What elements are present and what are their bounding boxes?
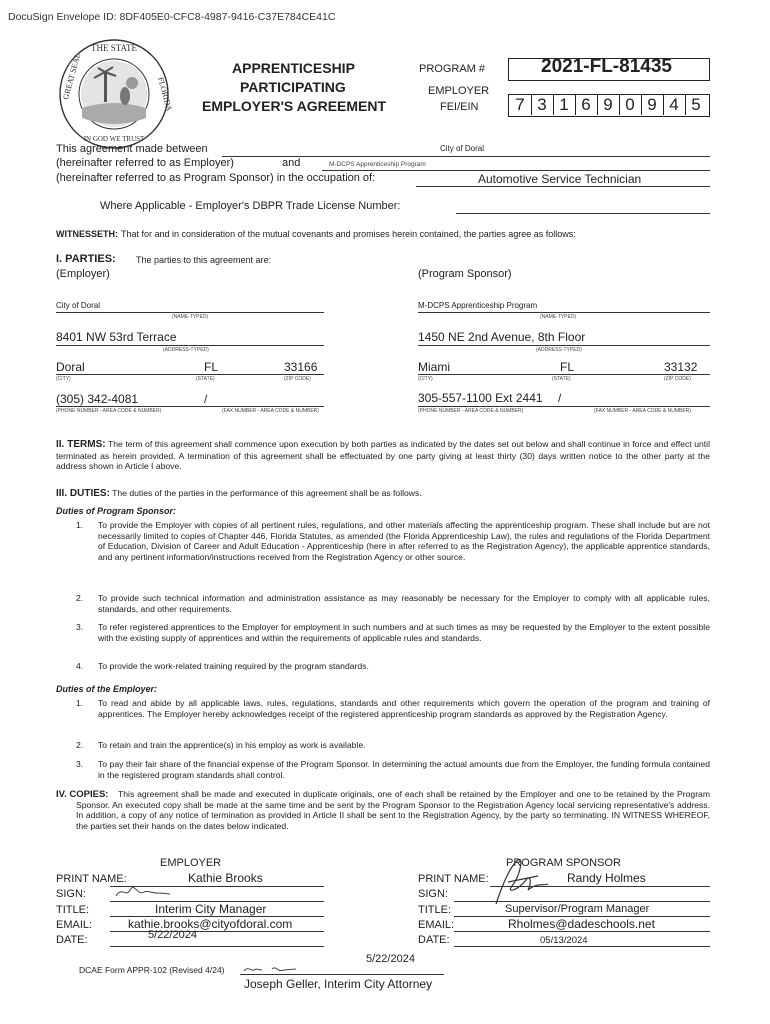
- attorney-line: [240, 974, 444, 975]
- employer-duty-number: 3.: [76, 759, 84, 769]
- intro-line-2a: (hereinafter referred to as Employer): [56, 157, 234, 169]
- sponsor-title: Supervisor/Program Manager: [505, 903, 650, 915]
- sponsor-city-line: [418, 374, 710, 375]
- sponsor-title-label: TITLE:: [418, 904, 452, 916]
- sponsor-name: M-DCPS Apprenticeship Program: [418, 301, 538, 310]
- employer-duty-number: 1.: [76, 698, 84, 708]
- caption-fax: (FAX NUMBER - AREA CODE & NUMBER): [594, 408, 691, 414]
- employer-name: City of Doral: [56, 301, 101, 310]
- employer-print-name: Kathie Brooks: [188, 871, 263, 885]
- employer-zip: 33166: [284, 360, 318, 374]
- parties-sub: The parties to this agreement are:: [136, 255, 272, 265]
- sponsor-duty-number: 3.: [76, 622, 84, 632]
- employer-city: Doral: [56, 360, 85, 374]
- fein-digit: 0: [619, 95, 640, 115]
- fein-digit: 7: [515, 95, 525, 114]
- caption-address: (ADDRESS-TYPED): [536, 347, 582, 353]
- intro-sponsor-name: M-DCPS Apprenticeship Program: [329, 161, 426, 168]
- sponsor-city: Miami: [418, 360, 450, 374]
- duties-heading: III. DUTIES:: [56, 488, 110, 499]
- employer-city-line: [56, 374, 324, 375]
- title-line-1: APPRENTICESHIP: [232, 60, 355, 76]
- witnesseth-text: That for and in consideration of the mutual covenants and promises herein contained, the parties agree as follows:: [121, 229, 576, 239]
- intro-employer-name: City of Doral: [440, 144, 485, 153]
- intro-line-3: (hereinafter referred to as Program Sponsor) in the occupation of:: [56, 172, 376, 184]
- fein-digit: 9: [597, 95, 618, 115]
- employer-slash: /: [204, 392, 208, 406]
- terms-section: [56, 439, 710, 472]
- sponsor-duty-text: To provide the Employer with copies of all pertinent rules, regulations, and other materials affecting the apprenticeship program. These shall include but are not necessarily limited to copies of Chapter 446, Florida Statutes, as amended (the Florida Apprenticeship Law), the rules and regulations of the Florida Department of Education, Division of Career and Adult Education - Apprenticeship (here in after referred to as the Registration Agency), the applicable apprentice standards, and any pertinent information/instructions received from the Registration Agency or other source.: [98, 520, 710, 562]
- employer-duty-text: To retain and train the apprentice(s) in his employ as work is available.: [98, 740, 366, 750]
- svg-text:IN GOD WE TRUST: IN GOD WE TRUST: [83, 135, 145, 143]
- sponsor-print-name: Randy Holmes: [567, 871, 646, 885]
- caption-phone: (PHONE NUMBER - AREA CODE & NUMBER): [56, 408, 162, 414]
- caption-name: (NAME-TYPED): [172, 314, 209, 320]
- attorney-signature: [242, 962, 302, 974]
- attorney-date: 5/22/2024: [366, 953, 415, 965]
- program-number: 2021-FL-81435: [541, 56, 672, 77]
- program-label: PROGRAM #: [419, 63, 486, 75]
- caption-zip: (ZIP CODE): [664, 376, 691, 382]
- employer-label-paren: (Employer): [56, 268, 110, 280]
- sponsor-duty-number: 1.: [76, 520, 84, 530]
- parties-heading: I. PARTIES:: [56, 253, 116, 265]
- employer-email: kathie.brooks@cityofdoral.com: [128, 917, 293, 931]
- sponsor-sign-heading: PROGRAM SPONSOR: [506, 857, 621, 869]
- caption-address: (ADDRESS-TYPED): [163, 347, 209, 353]
- fein-digit: 3: [531, 95, 552, 115]
- sponsor-label-paren: (Program Sponsor): [418, 268, 512, 280]
- caption-state: (STATE): [552, 376, 571, 382]
- caption-fax: (FAX NUMBER - AREA CODE & NUMBER): [222, 408, 319, 414]
- employer-label: EMPLOYER: [428, 85, 490, 97]
- form-number: DCAE Form APPR-102 (Revised 4/24): [79, 965, 225, 975]
- sponsor-address: 1450 NE 2nd Avenue, 8th Floor: [418, 330, 586, 344]
- employer-address-line: [56, 345, 324, 346]
- caption-city: (CITY): [418, 376, 433, 382]
- employer-email-label: EMAIL:: [56, 919, 93, 931]
- sponsor-state: FL: [560, 360, 575, 374]
- sponsor-phone: 305-557-1100 Ext 2441: [418, 391, 543, 405]
- title-line-2: PARTICIPATING: [240, 79, 346, 95]
- fein-label: FEI/EIN: [440, 101, 479, 113]
- employer-duty-text: To read and abide by all applicable laws, rules, regulations, standards and other requirements which govern the operation of the program and training of apprentices. The Employer hereby acknowledges receipt of the registered apprenticeship program standards as approved by the Registration Agency.: [98, 698, 710, 719]
- sponsor-duty-text: To provide such technical information and administration assistance as may reasonably be necessary for the Employer to comply with all applicable rules, standards, and other requirements.: [98, 593, 710, 614]
- sponsor-duty-number: 4.: [76, 661, 84, 671]
- sponsor-zip: 33132: [664, 360, 698, 374]
- sponsor-sign-line: [454, 901, 710, 902]
- sponsor-duty-number: 2.: [76, 593, 84, 603]
- fein-digit: 4: [663, 95, 684, 115]
- dbpr-label: Where Applicable - Employer's DBPR Trade License Number:: [100, 200, 401, 212]
- sponsor-sign-label: SIGN:: [418, 888, 448, 900]
- sponsor-print-label: PRINT NAME:: [418, 873, 489, 885]
- sponsor-date: 05/13/2024: [540, 935, 588, 946]
- employer-phone: (305) 342-4081: [56, 392, 139, 406]
- occupation-line: [416, 186, 710, 187]
- fein-digit: 1: [553, 95, 574, 115]
- caption-name: (NAME-TYPED): [540, 314, 577, 320]
- employer-address: 8401 NW 53rd Terrace: [56, 330, 177, 344]
- copies-heading: IV. COPIES:: [56, 789, 109, 800]
- sponsor-phone-line: [418, 406, 710, 407]
- terms-heading: II. TERMS:: [56, 439, 106, 450]
- sponsor-date-label: DATE:: [418, 934, 450, 946]
- employer-sign-heading: EMPLOYER: [160, 857, 222, 869]
- caption-phone: (PHONE NUMBER - AREA CODE & NUMBER): [418, 408, 524, 414]
- state-seal: [58, 38, 174, 150]
- duties-line: [56, 488, 422, 499]
- employer-name-line: [56, 312, 324, 313]
- employer-signature: [114, 884, 174, 900]
- employer-duty-number: 2.: [76, 740, 84, 750]
- intro-line-1: This agreement made between: [56, 143, 208, 155]
- copies-text: This agreement shall be made and executed in duplicate originals, one of each shall be retained by the Employer and one to be retained by the Program Sponsor. An executed copy shall be made at the same time and be sent by the Program Sponsor to the Registration Agency local servicing representative's address. In addition, a copy of any notice of termination as provided in Article II shall be sent to the Registration Agency, by the party so terminating. IN WITNESS WHEREOF, the parties set their hands on the dates below indicated.: [76, 789, 710, 831]
- svg-text:FLORIDA: FLORIDA: [156, 76, 174, 113]
- envelope-id: DocuSign Envelope ID: 8DF405E0-CFC8-4987-9416-C37E784CE41C: [8, 11, 336, 23]
- fein-digit: 9: [641, 95, 662, 115]
- sponsor-email-line: [454, 931, 710, 932]
- sponsor-duty-text: To provide the work-related training required by the program standards.: [98, 661, 369, 671]
- employer-duties-heading: Duties of the Employer:: [56, 684, 158, 694]
- employer-title-label: TITLE:: [56, 904, 90, 916]
- intro-sponsor-line: [322, 170, 710, 171]
- employer-duty-text: To pay their fair share of the financial expense of the Program Sponsor. In determining the actual amounts due from the Employer, the funding formula contained in the registered program standards shall control.: [98, 759, 710, 780]
- caption-zip: (ZIP CODE): [284, 376, 311, 382]
- title-line-3: EMPLOYER'S AGREEMENT: [202, 98, 387, 114]
- occupation-value: Automotive Service Technician: [478, 172, 642, 186]
- intro-and: and: [282, 157, 301, 169]
- sponsor-duties-heading: Duties of Program Sponsor:: [56, 506, 177, 516]
- fein-digit: 6: [575, 95, 596, 115]
- employer-date: 5/22/2024: [148, 929, 197, 941]
- attorney-name: Joseph Geller, Interim City Attorney: [244, 977, 433, 991]
- svg-text:GREAT SEAL: GREAT SEAL: [61, 52, 83, 101]
- sponsor-email: Rholmes@dadeschools.net: [508, 917, 655, 931]
- employer-state: FL: [204, 360, 219, 374]
- employer-date-line: [110, 946, 324, 947]
- employer-phone-line: [56, 406, 324, 407]
- duties-sub: The duties of the parties in the performance of this agreement shall be as follows.: [112, 488, 422, 498]
- employer-sign-label: SIGN:: [56, 888, 86, 900]
- sponsor-address-line: [418, 345, 710, 346]
- sponsor-email-label: EMAIL:: [418, 919, 455, 931]
- sponsor-duty-text: To refer registered apprentices to the Employer for employment in such numbers and at such times as may be requested by the Employer to the extent possible with the existing supply of apprentices and within the requirements of applicable rules and standards.: [98, 622, 710, 643]
- svg-text:THE STATE: THE STATE: [90, 43, 138, 53]
- dbpr-line: [456, 213, 710, 214]
- employer-print-label: PRINT NAME:: [56, 873, 127, 885]
- terms-text: The term of this agreement shall commence upon execution by both parties as indicated by the dates set out below and shall continue in force and effect until terminated as herein provided. A termination of this agreement shall be effectuated by one party giving at least thirty (30) days written notice to the other party at the address shown in Article I above.: [56, 439, 710, 472]
- sponsor-date-line: [454, 946, 710, 947]
- sponsor-slash: /: [558, 391, 562, 405]
- fein-digit: 5: [685, 95, 706, 115]
- employer-title: Interim City Manager: [155, 902, 267, 916]
- witnesseth-heading: WITNESSETH:: [56, 229, 118, 239]
- employer-date-label: DATE:: [56, 934, 88, 946]
- caption-city: (CITY): [56, 376, 71, 382]
- sponsor-name-line: [418, 312, 710, 313]
- caption-state: (STATE): [196, 376, 215, 382]
- employer-email-line: [110, 931, 324, 932]
